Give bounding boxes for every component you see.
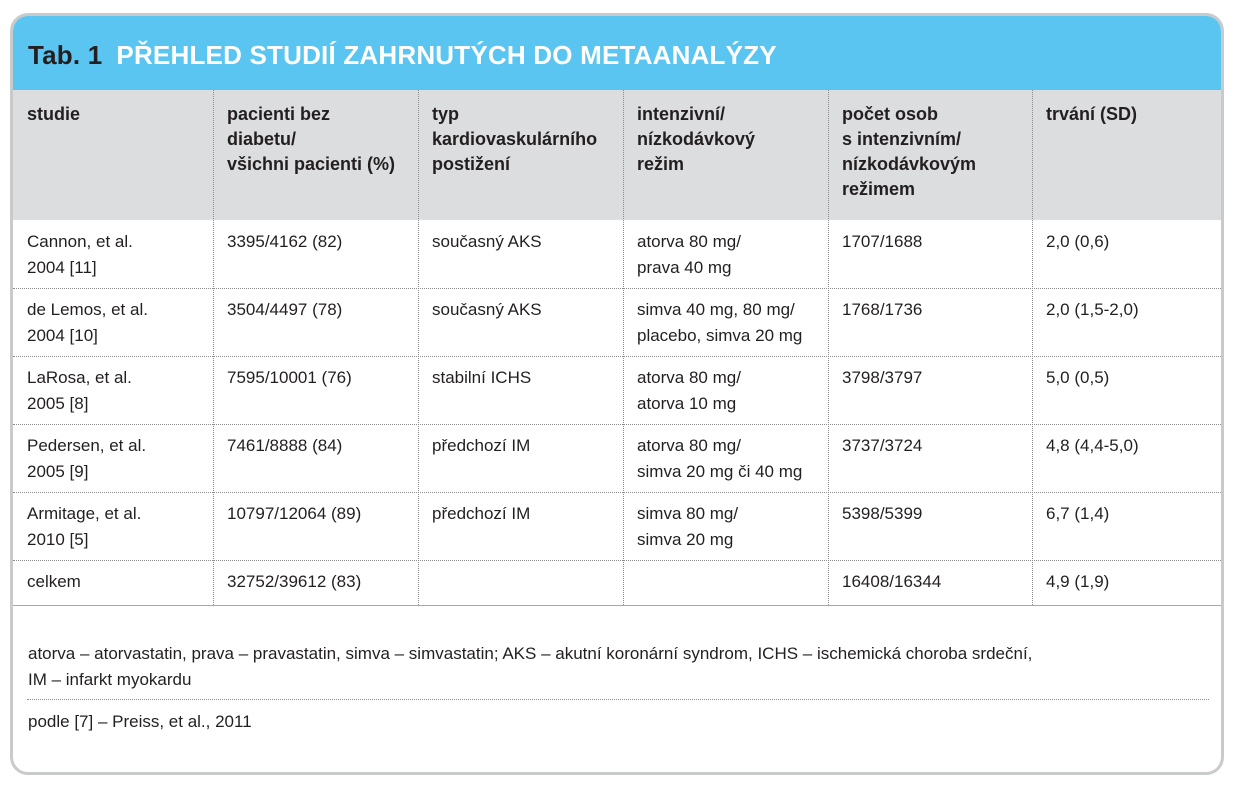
- table-frame: [10, 13, 1224, 775]
- table-number: Tab. 1: [28, 40, 103, 70]
- cell-patients-nondiabetic: 7595/10001 (76): [227, 368, 352, 387]
- cell-cv-type: stabilní ICHS: [432, 368, 532, 387]
- cell-regimen: atorva 80 mg/ atorva 10 mg: [637, 368, 741, 413]
- column-divider: [1032, 90, 1033, 605]
- column-header-cv-type: typ kardiovaskulárního postižení: [432, 104, 598, 174]
- row-divider: [13, 356, 1221, 357]
- cell-study: LaRosa, et al. 2005 [8]: [27, 368, 132, 413]
- cell-persons-count: 1768/1736: [842, 300, 923, 319]
- cell-duration: 6,7 (1,4): [1046, 504, 1110, 523]
- cell-cv-type: předchozí IM: [432, 436, 531, 455]
- cell-persons-count: 3798/3797: [842, 368, 923, 387]
- cell-persons-count: 5398/5399: [842, 504, 923, 523]
- column-divider: [623, 90, 624, 605]
- cell-cv-type: předchozí IM: [432, 504, 531, 523]
- cell-patients-nondiabetic: 10797/12064 (89): [227, 504, 362, 523]
- column-divider: [418, 90, 419, 605]
- row-divider: [13, 424, 1221, 425]
- cell-regimen: atorva 80 mg/ simva 20 mg či 40 mg: [637, 436, 803, 481]
- column-divider: [828, 90, 829, 605]
- column-header-regimen: intenzivní/ nízkodávkový režim: [637, 104, 756, 174]
- cell-persons-count: 16408/16344: [842, 572, 942, 591]
- cell-cv-type: současný AKS: [432, 232, 542, 251]
- cell-regimen: simva 80 mg/ simva 20 mg: [637, 504, 739, 549]
- table-caption: [28, 40, 777, 71]
- source-note: podle [7] – Preiss, et al., 2011: [28, 712, 252, 731]
- cell-duration: 2,0 (0,6): [1046, 232, 1110, 251]
- cell-patients-nondiabetic: 3504/4497 (78): [227, 300, 343, 319]
- column-header-duration: trvání (SD): [1046, 104, 1138, 124]
- notes-divider: [27, 699, 1209, 700]
- cell-regimen: simva 40 mg, 80 mg/ placebo, simva 20 mg: [637, 300, 803, 345]
- table-bottom-rule: [13, 605, 1221, 606]
- cell-persons-count: 1707/1688: [842, 232, 923, 251]
- cell-duration: 2,0 (1,5-2,0): [1046, 300, 1139, 319]
- cell-study: de Lemos, et al. 2004 [10]: [27, 300, 148, 345]
- table-column-headers: [13, 90, 1221, 220]
- cell-study: Cannon, et al. 2004 [11]: [27, 232, 133, 277]
- cell-patients-nondiabetic: 32752/39612 (83): [227, 572, 362, 591]
- abbreviations-note: atorva – atorvastatin, prava – pravastatin, simva – simvastatin; AKS – akutní koronární syndrom, ICHS – ischemická choroba srdeční, IM – infarkt myokardu: [28, 644, 1033, 689]
- column-header-persons-count: počet osob s intenzivním/ nízkodávkovým režimem: [842, 104, 977, 199]
- table-title: PŘEHLED STUDIÍ ZAHRNUTÝCH DO METAANALÝZY: [116, 40, 777, 70]
- cell-duration: 4,9 (1,9): [1046, 572, 1110, 591]
- column-header-patients-nondiabetic: pacienti bez diabetu/ všichni pacienti (%): [227, 104, 396, 174]
- cell-duration: 4,8 (4,4-5,0): [1046, 436, 1139, 455]
- cell-persons-count: 3737/3724: [842, 436, 923, 455]
- cell-study: Pedersen, et al. 2005 [9]: [27, 436, 147, 481]
- cell-patients-nondiabetic: 3395/4162 (82): [227, 232, 343, 251]
- cell-study: Armitage, et al. 2010 [5]: [27, 504, 142, 549]
- cell-regimen: atorva 80 mg/ prava 40 mg: [637, 232, 741, 277]
- cell-study: celkem: [27, 572, 81, 591]
- cell-duration: 5,0 (0,5): [1046, 368, 1110, 387]
- row-divider: [13, 560, 1221, 561]
- column-header-study: studie: [27, 104, 81, 124]
- row-divider: [13, 492, 1221, 493]
- table-header-bar: [13, 16, 1221, 90]
- row-divider: [13, 288, 1221, 289]
- column-divider: [213, 90, 214, 605]
- cell-patients-nondiabetic: 7461/8888 (84): [227, 436, 343, 455]
- cell-cv-type: současný AKS: [432, 300, 542, 319]
